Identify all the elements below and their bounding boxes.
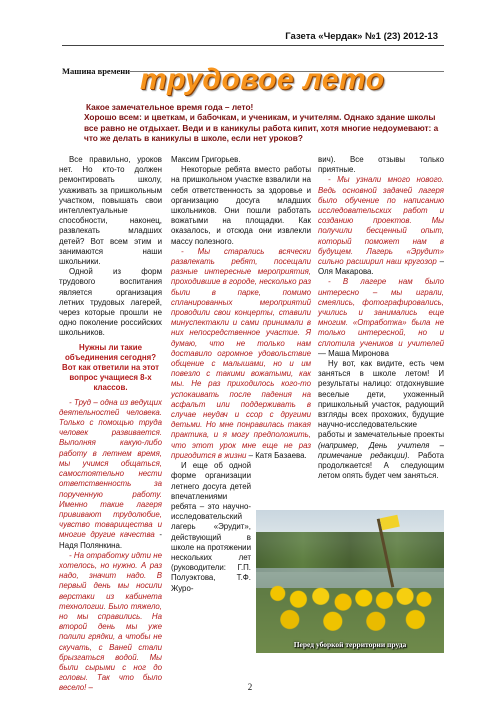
quote-author: – Оля Макарова.	[318, 257, 444, 277]
quote-author: – Катя Базаева.	[246, 450, 307, 460]
newspaper-header: Газета «Чердак» №1 (23) 2012-13	[285, 31, 438, 42]
quote-paragraph: - На отработку идти не хотелось, но нужно. А раз надо, значит надо. В первый день мы носили верстаки из кабинета технологии. Было тяжело, но мы справились. На второй день мы уже полили грядки, а чтобы не скучать, с Ваней стали брызгаться водой. Мы были сырыми с ног до головы. Так что было весело! –	[59, 550, 162, 693]
quote-text: - Мы старались всячески развлекать ребят, посещали разные интересные мероприятия, проходившие в городе, несколько раз были в парке, помимо спланированных мероприятий проводили свои концерты, ставили минуспектакли и сами принимали в них непосредственное участие. Я думаю, что не только нам доставило огромное удовольствие общение с малышами, но и им повезло с такими вожатыми, как мы. Не раз приходилось кого-то успокаивать после падения на асфальт или поддерживать в случае неудач и ссор с другими детьми. Но мне понравилась такая практика, и я могу предположить, что этот урок мне еще не раз пригодится в жизни	[171, 246, 311, 460]
paragraph: Одной из форм трудового воспитания является организация летних трудовых лагерей, через которые прошли не одно поколение российских школьников.	[59, 267, 162, 338]
page-number: 2	[247, 682, 253, 692]
article-lead	[84, 102, 444, 144]
quote-paragraph	[171, 247, 311, 461]
quote-paragraph	[59, 398, 162, 551]
article-logo: трудовое лето	[140, 63, 385, 96]
quote-author: Максим Григорьев.	[171, 155, 241, 164]
quote-text: - Мы узнали много нового. Ведь основной задачей лагеря было обучение по написанию исследовательских работ и созданию проектов. Мы получили бесценный опыт, который поможет нам в будущем. Лагерь «Эрудит» сильно расширил наш кругозор	[318, 175, 444, 267]
photo-caption: Перед уборкой территории пруда	[293, 640, 407, 649]
paragraph: Некоторые ребята вместо работы на пришкольном участке взвалили на себя ответственность за здоровье и организацию досуга младших школьников. Они пошли работать вожатыми на площадки. Как оказалось, и отсюда они извлекли массу полезного.	[171, 165, 311, 246]
photo-people	[264, 576, 436, 634]
paragraph: И еще об одной форме организации летнего досуга детей впечатлениями ребята – это научно-исследовательский лагерь «Эрудит», действующий в школе на протяжении нескольких лет (руководители: Г.П. Полуэктова, Т.Ф. Журо-	[171, 461, 251, 593]
lead-line-1: Какое замечательное время года – лето!	[86, 102, 254, 112]
paragraph	[318, 359, 444, 481]
quote-text: - В лагере нам было интересно – мы играли, смеялись, фотографировались, учились и занимались еще многим. «Отработка» была не только интересной, но и сплотила учеников и учителей	[318, 277, 444, 348]
paragraph-text: Работа продолжается! А следующим летом опять будет чем заняться.	[318, 450, 445, 481]
paragraph: Все правильно, уроков нет. Но кто-то должен ремонтировать школу, ухаживать за пришкольным участком, повышать свои интеллектуальные способности, наконец, развлекать младших детей? Вот всем этим и занимаются наши школьники.	[59, 155, 162, 267]
photo-trees	[256, 532, 444, 572]
section-label: Машина времени	[62, 66, 131, 76]
header-rule	[62, 45, 444, 46]
editor-note: (например, День учителя – примечание редакции).	[318, 440, 444, 460]
paragraph: вич). Все отзывы только приятные.	[318, 155, 444, 175]
quote-paragraph	[318, 175, 444, 277]
quote-text: - Труд – одна из ведущих деятельностей человека. Только с помощью труда человек развивается. Выполняя какую-либо работу в летнем время, мы учимся общаться, самостоятельно нести ответственность за порученную работу. Именно такие лагеря прививают трудолюбие, чувство товарищества и многие другие качества	[59, 397, 162, 540]
quote-author: — Маша Миронова	[318, 348, 390, 358]
column-1	[59, 155, 162, 694]
quote-author: - Надя Полянкина.	[59, 530, 162, 550]
quote-paragraph	[318, 277, 444, 359]
lead-line-2: Хорошо всем: и цветкам, и бабочкам, и ученикам, и учителям. Однако здание школы все равно не отдыхает. Веди и в каникулы работа кипит, хотя многие недоумевают: а что же делать в каникулы в школе, если нет уроков?	[84, 112, 439, 144]
column-3	[318, 155, 444, 482]
group-photo	[256, 510, 444, 653]
paragraph-text: Ну вот, как видите, есть чем заняться в школе летом! И результаты налицо: отдохнувшие веселые дети, ухоженный пришкольный участок, радующий взгляды всех прохожих, будущие научно-исследовательские работы и замечательные проекты	[318, 359, 444, 440]
question-heading: Нужны ли такие объединения сегодня? Вот как ответили на этот вопрос учащиеся 8-х классов.	[62, 342, 159, 393]
